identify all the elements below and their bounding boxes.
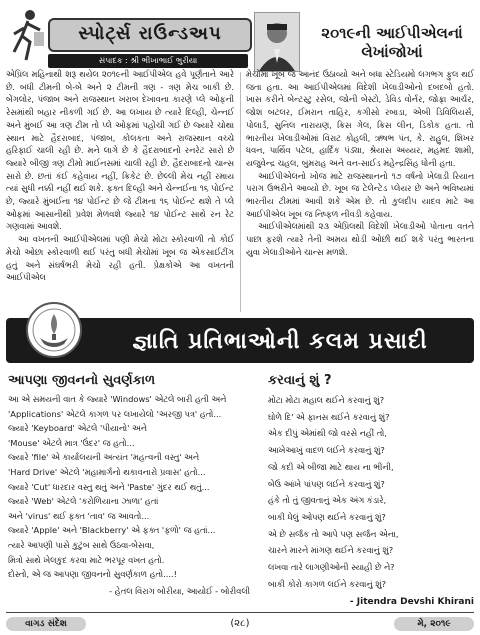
poem-line: ચારને મારને માંગણ થઈને કરવાનું શું? — [268, 545, 394, 556]
article-line: 'Hard Drive' એટલે 'મહામાર્ગનો થકાવનારો પ્રવાસ' હતો... — [8, 466, 206, 477]
author-portrait — [254, 12, 300, 72]
sports-header — [4, 6, 476, 66]
poem-author: - Jitendra Devshi Khirani — [349, 597, 474, 608]
article-column-left — [6, 68, 234, 284]
article-line: આ એ સમયની વાત કે જ્યારે 'Windows' એટલે બારી હતી અને — [8, 394, 227, 404]
article-line: મિત્રો સાથે ખેલકુદ કરવા માટે ભરપૂર વખત હતો. — [8, 554, 165, 565]
article-line: 'Mouse' એટલે માત્ર 'ઉંદર' જ હતો... — [8, 437, 135, 448]
lower-section — [6, 372, 474, 612]
article-paragraph: આ વખતની આઈપીએલમાં પણી મેચો મોટા સ્કોરવાળી તો કોઈ મેચો ઓછા સ્કોરવાળી થઈ પરંતુ બધી મેચોમાં ખૂબ જ એકસાઈટીંગ હતું અને સંઘર્ષભરી મેચો રહી હતી. પ્રેક્ષકોએ આ વખતની આઈપીએલ — [6, 234, 234, 283]
article-line: જ્યારે 'Apple' અને 'Blackberry' એ ફક્ત 'ફળો' જ હતાં... — [8, 525, 216, 536]
article-paragraph: આઈપીએલનો ખોજ માટે રાજસ્થાનનો ૧૭ વર્ષનો ખેલાડી રિયાન પરાગ ઉભરીને આવ્યો છે. ખૂબ જ ટેલેન્ટેડ પ્લેયર છે અને ભવિષ્યમાં ભારતીય ટીમમાં આવી શકે એમ છે. તો કુલદીપ યાદવ માટે આ આઈપીએલ ખૂબ જ નિષ્ફળ નીવડી કહેવાય. — [246, 170, 474, 219]
article-title: આપણા જીવનનો સુવર્ણકાળ — [8, 373, 156, 388]
magazine-name: વાગડ સંદેશ — [6, 617, 86, 631]
sports-roundup-title: સ્પોર્ટ્સ રાઉન્ડઅપ — [48, 18, 252, 52]
poem-article — [268, 372, 474, 611]
lamp-logo-icon — [24, 300, 84, 364]
sports-article — [6, 68, 474, 318]
person-icon — [255, 13, 299, 71]
poem-line: ઘોળે દિ' એ ફાનસ થઈને કરવાનું શું? — [268, 411, 390, 422]
sports-editor-line: સંપાદક : શ્રી ભીખાભાઈ ભુરીયા — [48, 54, 248, 68]
issue-date: મે, ૨૦૧૯ — [394, 617, 474, 631]
article-column-right — [246, 68, 474, 259]
poem-line: બાકી ધેલું ઓપણ થઈને કરવાનું શું? — [268, 511, 386, 522]
poem-line: બેઉ આંખે પાંપણ લઈને કરવાનું શું? — [268, 478, 385, 489]
poem-line: એ છે સર્જક તો આપે પણ સર્જન એના, — [268, 528, 399, 539]
article-line: 'Applications' એટલે કાગળ પર લખાયેલો 'અરજી પત્ર' હતો... — [8, 408, 222, 419]
poem-line: મોટા મોટા મહાલ થઈને કરવાનું શું? — [268, 395, 385, 405]
article-paragraph: આઈપીએલમાંથી ૨૩ એપ્રિલથી વિદેશી ખેલાડીઓ પોતાના વતને પાછા ફરશે ત્યારે તેની અમય થોડી ઓછી થઈ શકે પરંતુ ભારતના યુવા ખેલાડીઓને ચાન્સ મળશે. — [246, 221, 474, 257]
banner-title: જ્ઞાતિ પ્રતિભાઓની કલમ પ્રસાદી — [132, 329, 428, 354]
page-number: (૨૮) — [230, 618, 250, 629]
article-line: જ્યારે 'Web' એટલે 'કરોળિયાના ઝાળા' હતાં — [8, 496, 159, 507]
article-paragraph: એપ્રિલ મહિનાથી શરૂ થયેલ ૨૦૧૯ની આઈપીએલ હવે પૂર્ણતાને આરે છે. બધી ટીમની બે-બે અને ૨ ટીમની ત્રણ - ત્રણ મેચ બાકી છે. બેંગલોર, પંજાબ અને રાજસ્થાન ખરાબ દેખાવના કારણે પ્લે ઓફની રેસમાંથી બહાર નીકળી ગઈ છે. આ લખાય છે ત્યારે દિલ્હી, ચેન્નઈ અને મુંબઈ આ ત્રણ ટીમ તો પ્લે ઓફમાં પહોંચી ગઈ છે જ્યારે ચોથા સ્થાન માટે હૈદરાબાદ, પંજાબ, કોલકતા અને રાજસ્થાન વચ્ચે હરિફાઈ ચાલી રહી છે. મને લાગે છે કે હૈદરાબાદનો રનરેટ સારો છે જ્યારે બીજી ત્રણ ટીમો માઈનસમાં ચાલી રહી છે. હૈદરાબાદનો ચાન્સ સારો છે. છતાં કંઈ કહેવાય નહીં, ક્રિકેટ છે. છેલ્લી મેચ નહીં રમાય ત્યાં સુધી નક્કી નહીં થઈ શકે. ફક્ત દિલ્હી અને ચેન્નઈના ૧૬ પોઈન્ટ છે, જ્યારે મુંબઈના ૧૪ પોઈન્ટ છે જે ટીમના ૧૬ પોઈન્ટ થશે તે પ્લે ઓફમાં આસાનીથી પ્રવેશ મેળવશે જ્યારે ૧૪ પોઈન્ટ સાથે રન રેટ ગણવામાં આવશે. — [6, 69, 234, 232]
runner-icon — [8, 8, 46, 64]
golden-era-article — [8, 372, 258, 598]
article-author: - હેતલ વિરાગ બોરીયા, આયોઈ - બોરીવલી — [109, 585, 250, 596]
poem-line: આખેઆખું વાદળ લઈને કરવાનું શું? — [268, 445, 385, 456]
poem-line: હંકે તો તું જીવતાનું એક અંગ કંડારે, — [268, 495, 387, 506]
article-line: અને 'virus' થઈ ફક્ત 'તાવ' જ આવતો... — [8, 510, 150, 521]
column-divider — [240, 72, 241, 312]
page-footer — [6, 612, 474, 632]
article-line: જ્યારે 'file' એ કાર્યાલયની અત્યંત 'મહત્વની વસ્તુ' અને — [8, 452, 200, 463]
article-line: દોસ્તો, એ જ આપણા જીવનનો સુવર્ણકાળ હતો....! — [8, 569, 177, 580]
article-line: જ્યારે 'Keyboard' એટલે 'પીયાનો' અને — [8, 423, 147, 434]
poem-title: કરવાનું શું ? — [268, 373, 332, 388]
article-line: ત્યારે આપણી પાસે કુટુંબ સાથે ઉઠવા-બેસવા, — [8, 539, 155, 550]
poem-line: બાકી કોરો કાગળ લઈને કરવાનું શું? — [268, 578, 387, 589]
poem-line: એક દીપું એમાંથી જો વરસે નહીં તો, — [268, 428, 387, 439]
poem-line: જો કદી એ બીજા માટે થાય ના ભીની, — [268, 461, 394, 472]
article-line: જ્યારે 'Cut' ધારદાર વસ્તુ થતું અને 'Paste' ગુંદર થઈ થતું... — [8, 481, 210, 492]
article-headline: ૨૦૧૯ની આઈપીએલનાં લેખાંજોખાં — [321, 24, 463, 61]
poem-line: લખવા તારે લાગણીઓની સ્યાહી છે ને? — [268, 562, 395, 573]
article-paragraph: મેચોમાં ખૂબ જ આનંદ ઉઠાવ્યો અને બધા સ્ટેડિયમો લગભગ ફુલ થઈ જતા હતા. આ આઈપીએલમાં વિદેશી ખેલાડીઓનો દબદબો હતો. ખાસ કરીને બેન્ટસ્ટુ રસેલ, જોની બેસ્ટો, ડેવિડ વોર્નર, જોફ્રા આર્ચર, જોશ બટલર, ઈમરાન તાહિર, કગીસો રબાડા, એબી ડિવિલિયર્સ, પોલાર્ડ, સુનિલ નારાયણ, ક્રિસ ગેલ, ક્રિસ લીન, ડિકોક હતા. તો ભારતીય ખેલાડીઓમાં વિરાટ કોહલી, ઋષભ પંત, કે. રાહુલ, શિખર ધવન, પાર્થિવ પટેલ, હાર્દિક પંડ્યા, શ્રેયાસ અય્યર, મહમદ શામી, યજુવેન્દ્ર ચહલ, બુમરાહ અને વન-સાઈડ મહેન્દ્રસિંહ ધોની હતા. — [246, 69, 474, 168]
